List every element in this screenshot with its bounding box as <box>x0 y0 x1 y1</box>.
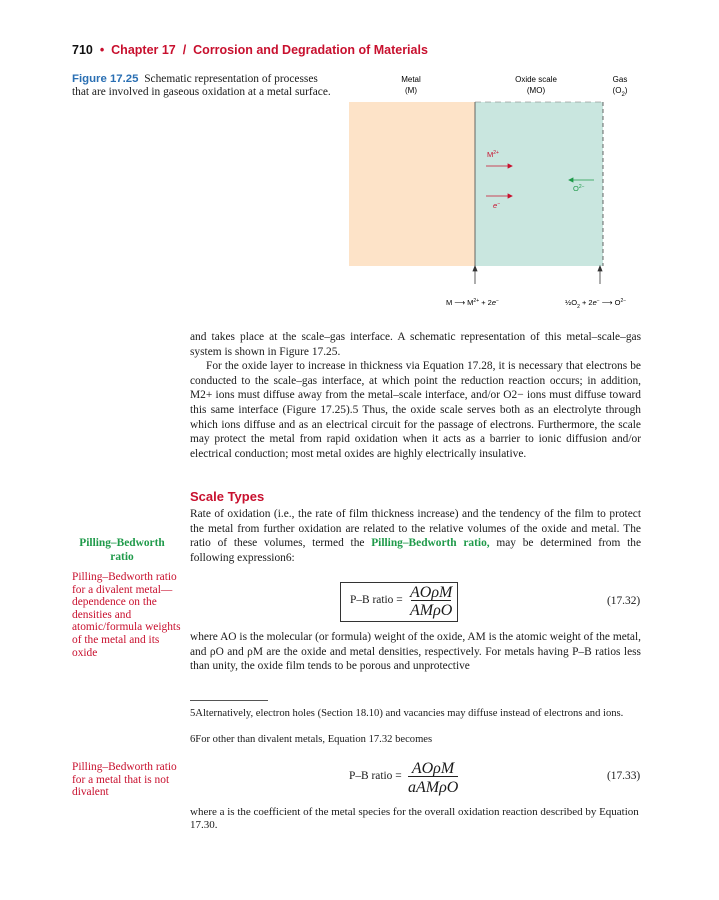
eq1-numerator: AOρM <box>410 584 453 601</box>
eq1-lhs: P–B ratio = <box>350 594 403 606</box>
footnote-5: 5Alternatively, electron holes (Section 18.10) and vacancies may diffuse instead of electrons and ions. <box>190 708 624 719</box>
footnote-6: 6For other than divalent metals, Equation 17.32 becomes <box>190 734 433 745</box>
header-bullet: • <box>99 43 105 57</box>
page-number: 710 <box>72 43 93 57</box>
chapter-label: Chapter 17 <box>111 43 176 57</box>
oxidation-diagram <box>345 72 665 312</box>
paragraph-3a: Rate of oxidation (i.e., the rate of film thickness increase) and the tendency of the film to protect the metal from further oxidation are related to the relative volumes of the oxide and metal. The ratio of these volumes, termed the <box>190 508 641 550</box>
chapter-title: Corrosion and Degradation of Materials <box>193 43 428 57</box>
reaction-right: $\frac{1}{2}O_2 + 2e^-$ ⟶ $O^{2-}$ <box>565 298 627 310</box>
region-sub-metal: (M) <box>405 86 417 95</box>
margin-note-2: Pilling–Bedworth ratio for a metal that is not divalent <box>72 761 177 799</box>
glossary-term-inline: Pilling–Bedworth ratio, <box>371 537 490 550</box>
eq2-numerator: AOρM <box>411 760 455 777</box>
margin-note-1: Pilling–Bedworth ratio for a divalent metal—dependence on the densities and atomic/formula weights of the metal and its oxide <box>72 571 181 659</box>
eq1-fraction-bar <box>411 600 451 601</box>
margin-glossary-term: Pilling–Bedworth ratio <box>79 537 165 563</box>
region-label-gas: Gas <box>612 75 628 84</box>
eq2-fraction-bar <box>408 776 458 777</box>
footnote-rule <box>190 700 268 701</box>
paragraph-1: and takes place at the scale–gas interface. A schematic representation of this metal–scale–gas system is shown in Figure 17.25. <box>190 331 641 358</box>
reaction-arrow-left <box>473 266 477 284</box>
region-label-metal: Metal <box>401 75 421 84</box>
figure-caption <box>72 73 334 99</box>
paragraph-2: For the oxide layer to increase in thickness via Equation 17.28, it is necessary that electrons be conducted to the scale–gas interface, at which point the reduction reaction occurs; in addition, M2+ ions must diffuse away from the metal–scale interface, and/or O2− ions must diffuse toward this same interface (Figure 17.25).5 Thus, the oxide scale serves both as an electrolyte through which ions diffuse and as an electrical circuit for the passage of electrons. Furthermore, the scale may protect the metal from rapid oxidation when it acts as a barrier to ionic diffusion and/or electrical conduction; most metal oxides are highly electrically insulative. <box>190 360 641 460</box>
body-paragraphs <box>190 330 641 461</box>
eq1-number: (17.32) <box>607 595 641 607</box>
paragraph-4: where AO is the molecular (or formula) weight of the oxide, AM is the atomic weight of the metal, and ρO and ρM are the oxide and metal densities, respectively. For metals having P–B ratios less than unity, the oxide film tends to be porous and unprotective <box>190 631 641 673</box>
reaction-left: M ⟶ $M^{2+} + 2e^-$ <box>446 298 499 307</box>
metal-region <box>349 102 475 266</box>
figure-caption-text: Schematic representation of processes that are involved in gaseous oxidation at a metal surface. <box>72 73 331 98</box>
paragraph-3b: may be determined from the following expression6: <box>190 537 641 564</box>
eq2-denominator: aAMρO <box>408 779 459 796</box>
header-separator: / <box>182 43 187 57</box>
o2minus-label: $O^{2-}$ <box>573 184 585 193</box>
region-sub-gas: $(O_2)$ <box>612 86 628 98</box>
m2plus-label: $M^{2+}$ <box>487 150 499 159</box>
eq2-lhs: P–B ratio = <box>349 770 402 782</box>
paragraph-3 <box>190 507 641 565</box>
section-title: Scale Types <box>190 489 265 504</box>
eq1-denominator: AMρO <box>410 602 453 619</box>
running-header <box>72 43 428 57</box>
reaction-arrow-right <box>598 266 602 284</box>
footnote-after-equation: where a is the coefficient of the metal species for the overall oxidation reaction described by Equation 17.30. <box>190 806 639 831</box>
eq2-number: (17.33) <box>607 770 641 782</box>
region-label-oxide: Oxide scale <box>515 75 557 84</box>
figure-label: Figure 17.25 <box>72 73 139 85</box>
region-sub-oxide: (MO) <box>526 86 546 95</box>
electron-label: e− <box>493 201 501 210</box>
